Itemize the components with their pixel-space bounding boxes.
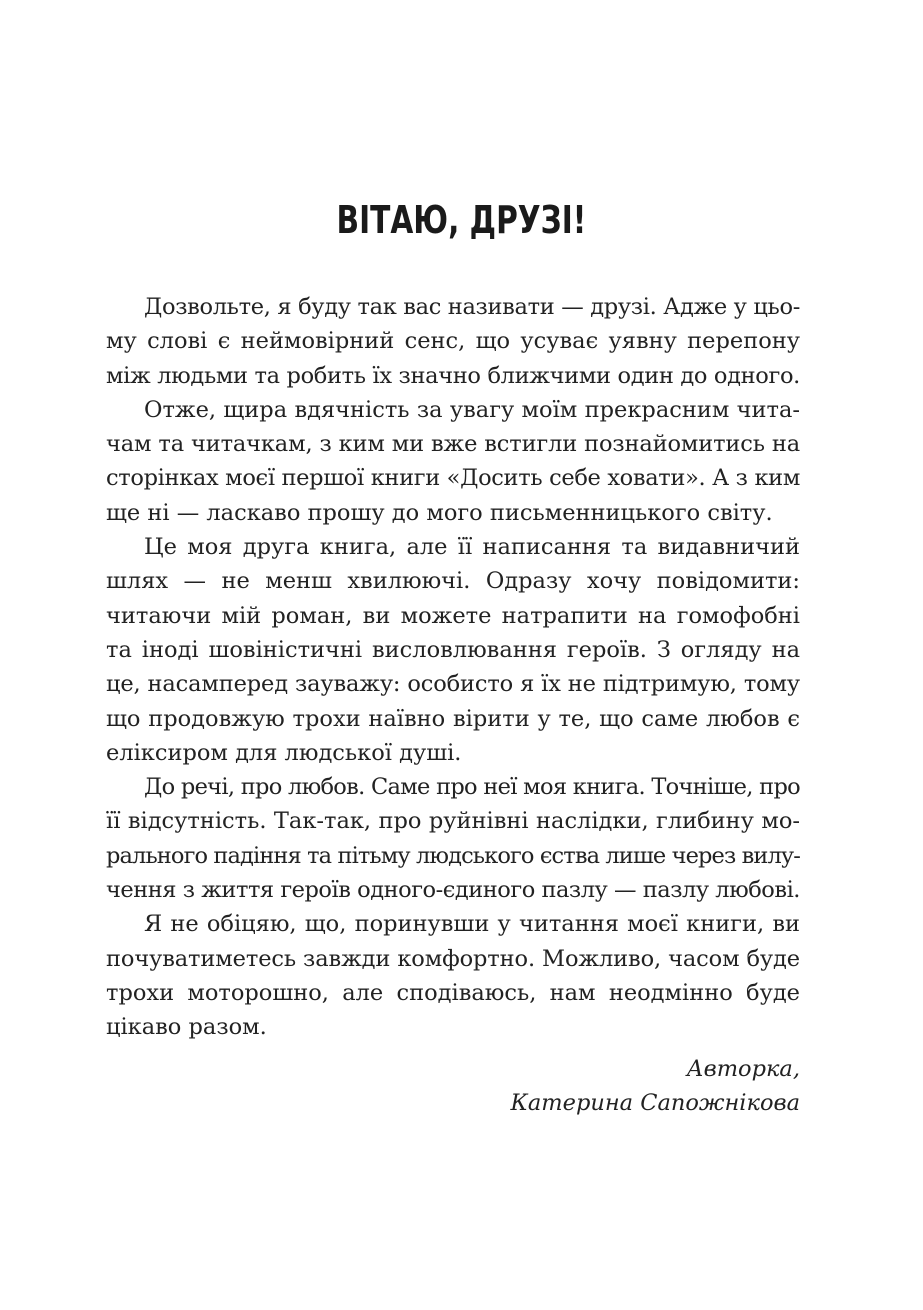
paragraph-line: що продовжую трохи наївно вірити у те, що саме любов є <box>106 705 800 732</box>
paragraph <box>106 290 800 393</box>
paragraph-line: читаючи мій роман, ви можете натрапити на гомофобні <box>106 602 800 629</box>
signature <box>300 1052 800 1121</box>
paragraph-line: трохи моторошно, але сподіваюсь, нам неодмінно буде <box>106 979 800 1006</box>
paragraph-line: ще ні — ласкаво прошу до мого письменницького світу. <box>106 499 773 526</box>
paragraph-line: почуватиметесь завжди комфортно. Можливо, часом буде <box>106 945 800 972</box>
paragraph <box>106 770 800 907</box>
paragraph <box>106 530 800 770</box>
page-title: ВІТАЮ, ДРУЗІ! <box>336 198 587 242</box>
paragraph-line: між людьми та робить їх значно ближчими один до одного. <box>106 362 800 389</box>
paragraph-line: чам та читачкам, з ким ми вже встигли познайомитись на <box>106 431 800 458</box>
paragraph-line: сторінках моєї першої книги «Досить себе ховати». А з ким <box>106 465 800 492</box>
paragraph-line: це, насамперед зауважу: особисто я їх не підтримую, тому <box>106 671 800 698</box>
paragraph-line: рального падіння та пітьму людського єства лише через вилу- <box>106 842 800 869</box>
paragraph-line: еліксиром для людської душі. <box>106 739 462 766</box>
paragraph-line: До речі, про любов. Саме про неї моя книга. Точніше, про <box>144 774 800 801</box>
paragraph-line: Дозвольте, я буду так вас називати — друзі. Адже у цьо- <box>144 294 800 320</box>
paragraph <box>106 393 800 530</box>
paragraph-line: її відсутність. Так-так, про руйнівні наслідки, глибину мо- <box>106 808 800 835</box>
paragraph-line: Це моя друга книга, але її написання та видавничий <box>144 534 800 561</box>
paragraph-line: Отже, щира вдячність за увагу моїм прекрасним чита- <box>144 396 800 423</box>
signature-name: Катерина Сапожнікова <box>510 1090 800 1117</box>
paragraph-line: та іноді шовіністичні висловлювання героїв. З огляду на <box>106 636 800 663</box>
signature-role: Авторка, <box>686 1056 800 1082</box>
paragraph-line: чення з життя героїв одного-єдиного пазлу — пазлу любові. <box>106 877 800 904</box>
paragraph-line: Я не обіцяю, що, поринувши у читання моєї книги, ви <box>144 911 800 938</box>
paragraph <box>106 907 800 1044</box>
body-text <box>106 290 800 1045</box>
paragraph-line: цікаво разом. <box>106 1014 267 1041</box>
paragraph-line: му слові є неймовірний сенс, що усуває уявну перепону <box>106 328 800 355</box>
paragraph-line: шлях — не менш хвилюючі. Одразу хочу повідомити: <box>106 568 800 595</box>
